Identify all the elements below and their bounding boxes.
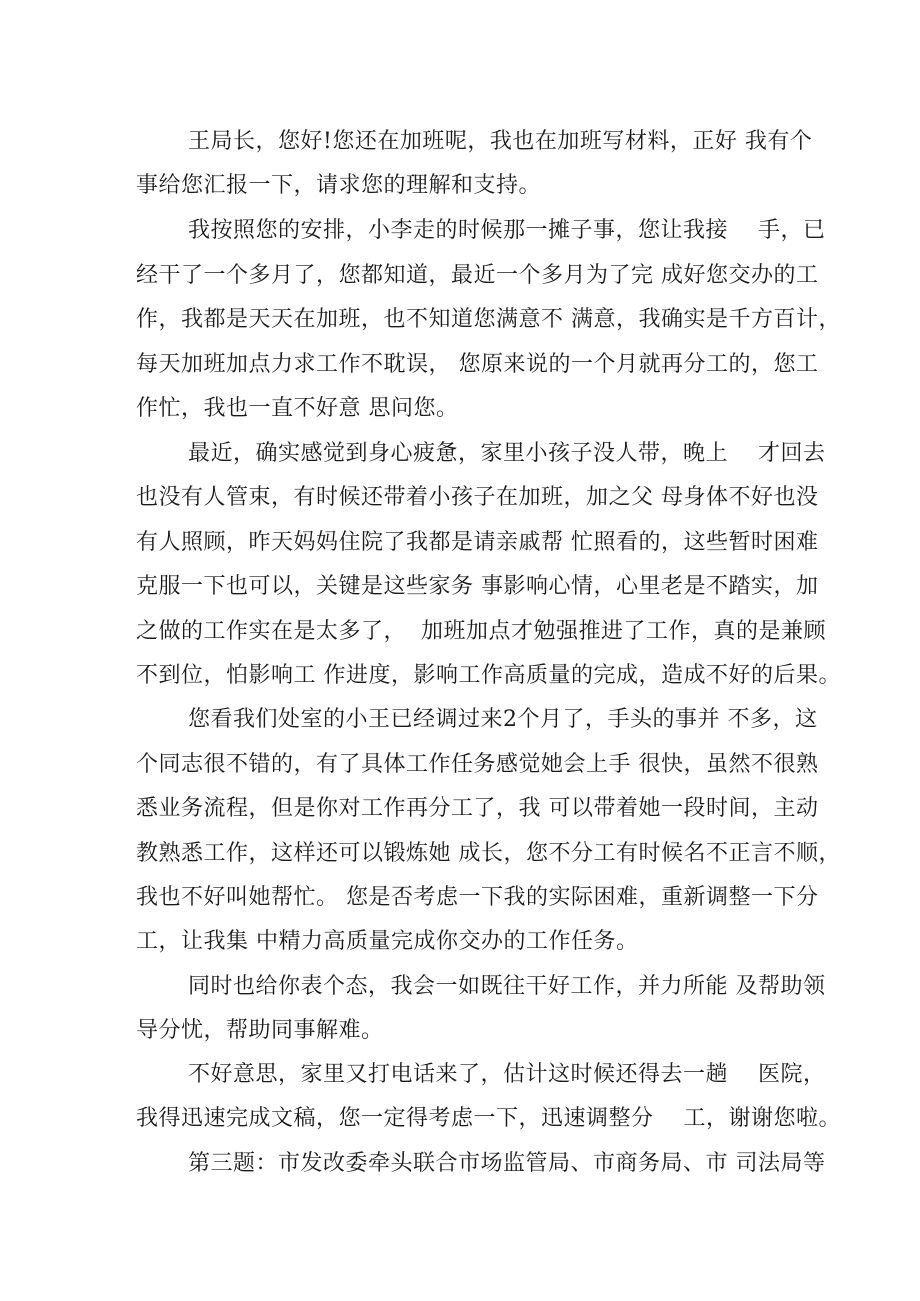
text-line: 作忙，我也一直不好意 思问您。 [136, 396, 459, 421]
text-line: 经干了一个多月了，您都知道，最近一个多月为了完 成好您交办的工 [136, 263, 819, 288]
text-line: 教熟悉工作，这样还可以锻炼她 成长，您不分工有时候名不正言不顺， [136, 841, 841, 866]
text-line: 最近，确实感觉到身心疲惫，家里小孩子没人带，晚上 才回去 [188, 441, 826, 466]
text-line: 有人照顾，昨天妈妈住院了我都是请亲戚帮 忙照看的，这些暂时困难 [136, 530, 819, 555]
text-line: 导分忧，帮助同事解难。 [136, 1018, 384, 1043]
text-line: 个同志很不错的，有了具体工作任务感觉她会上手 很快，虽然不很熟 [136, 752, 819, 777]
text-line: 工，让我集 中精力高质量完成你交办的工作任务。 [136, 929, 639, 954]
text-line: 我得迅速完成文稿，您一定得考虑一下，迅速调整分 工，谢谢您啦。 [136, 1106, 841, 1131]
text-line: 第三题：市发改委牵头联合市场监管局、市商务局、市 司法局等 [188, 1151, 826, 1176]
text-line: 王局长，您好!您还在加班呢，我也在加班写材料，正好 我有个 [188, 129, 813, 154]
text-line: 克服一下也可以，关键是这些家务 事影响心情，心里老是不踏实，加 [136, 574, 819, 599]
text-line: 我也不好叫她帮忙。 您是否考虑一下我的实际困难，重新调整一下分 [136, 885, 819, 910]
text-line: 我按照您的安排，小李走的时候那一摊子事，您让我接 手，已 [188, 218, 826, 243]
text-line: 之做的工作实在是太多了， 加班加点才勉强推进了工作，真的是兼顾 [136, 619, 826, 644]
text-line: 作，我都是天天在加班，也不知道您满意不 满意，我确实是千方百计， [136, 307, 841, 332]
text-line: 每天加班加点力求工作不耽误， 您原来说的一个月就再分工的，您工 [136, 352, 819, 377]
text-line: 不到位，怕影响工 作进度，影响工作高质量的完成，造成不好的后果。 [136, 663, 841, 688]
text-line: 也没有人管束，有时候还带着小孩子在加班，加之父 母身体不好也没 [136, 485, 819, 510]
text-line: 您看我们处室的小王已经调过来2个月了，手头的事并 不多，这 [188, 707, 818, 732]
text-line: 事给您汇报一下，请求您的理解和支持。 [136, 173, 542, 198]
text-line: 同时也给你表个态，我会一如既往干好工作，并力所能 及帮助领 [188, 974, 826, 999]
text-line: 悉业务流程，但是你对工作再分工了，我 可以带着她一段时间，主动 [136, 796, 819, 821]
text-line: 不好意思，家里又打电话来了，估计这时候还得去一趟 医院， [188, 1062, 826, 1087]
